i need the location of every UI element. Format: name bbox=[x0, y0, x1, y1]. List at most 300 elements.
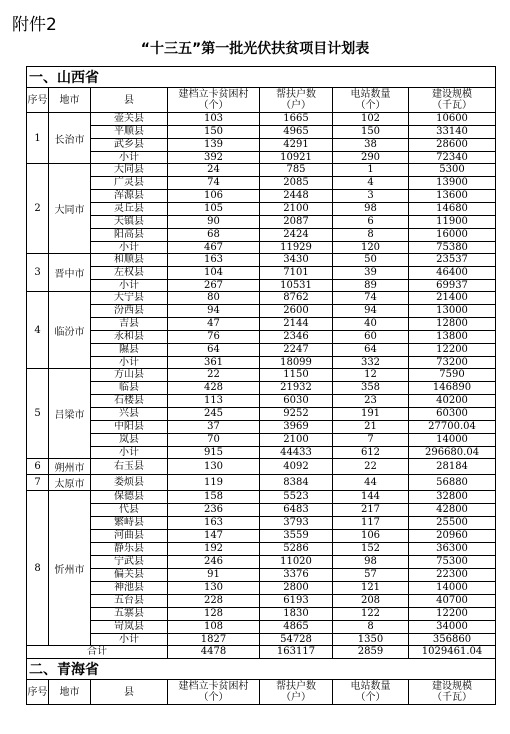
poor-villages-cell: 80 bbox=[168, 292, 260, 305]
capacity-cell: 25500 bbox=[409, 517, 496, 530]
households-cell: 10531 bbox=[260, 280, 333, 292]
table-row bbox=[27, 254, 496, 267]
capacity-cell: 5300 bbox=[409, 164, 496, 177]
households-cell: 6030 bbox=[260, 395, 333, 408]
sequence-cell: 6 bbox=[27, 459, 49, 475]
capacity-cell: 14680 bbox=[409, 203, 496, 216]
capacity-cell: 10600 bbox=[409, 113, 496, 126]
poor-villages-cell: 428 bbox=[168, 382, 260, 395]
stations-cell: 38 bbox=[333, 139, 409, 152]
column-header bbox=[91, 680, 168, 705]
stations-cell: 89 bbox=[333, 280, 409, 292]
column-header-line: （个） bbox=[198, 692, 229, 703]
stations-cell: 98 bbox=[333, 556, 409, 569]
poor-villages-cell: 130 bbox=[168, 459, 260, 475]
subtotal-row bbox=[27, 280, 496, 292]
capacity-cell: 296680.04 bbox=[409, 447, 496, 459]
county-cell: 五寨县 bbox=[91, 608, 168, 621]
poor-villages-cell: 76 bbox=[168, 331, 260, 344]
county-cell: 平顺县 bbox=[91, 126, 168, 139]
column-header bbox=[409, 680, 496, 705]
capacity-cell: 42800 bbox=[409, 504, 496, 517]
column-header-line: 电站数量 bbox=[350, 89, 391, 100]
poor-villages-cell: 106 bbox=[168, 190, 260, 203]
capacity-cell: 12800 bbox=[409, 318, 496, 331]
poor-villages-cell: 246 bbox=[168, 556, 260, 569]
county-cell: 静乐县 bbox=[91, 543, 168, 556]
capacity-cell: 7590 bbox=[409, 369, 496, 382]
stations-cell: 102 bbox=[333, 113, 409, 126]
capacity-cell: 13600 bbox=[409, 190, 496, 203]
county-cell: 宁武县 bbox=[91, 556, 168, 569]
county-cell: 娄烦县 bbox=[91, 475, 168, 491]
table-row bbox=[27, 434, 496, 447]
total-value: 2859 bbox=[333, 646, 409, 659]
stations-cell: 50 bbox=[333, 254, 409, 267]
stations-cell: 64 bbox=[333, 344, 409, 357]
table-row bbox=[27, 382, 496, 395]
county-cell: 天镇县 bbox=[91, 216, 168, 229]
capacity-cell: 75380 bbox=[409, 242, 496, 254]
sequence-cell: 5 bbox=[27, 369, 49, 459]
households-cell: 2346 bbox=[260, 331, 333, 344]
capacity-cell: 356860 bbox=[409, 634, 496, 646]
stations-cell: 44 bbox=[333, 475, 409, 491]
column-header-line: 帮扶户数 bbox=[276, 89, 316, 100]
stations-cell: 22 bbox=[333, 459, 409, 475]
county-cell: 小计 bbox=[91, 152, 168, 164]
households-cell: 2600 bbox=[260, 305, 333, 318]
poor-villages-cell: 245 bbox=[168, 408, 260, 421]
poor-villages-cell: 24 bbox=[168, 164, 260, 177]
stations-cell: 39 bbox=[333, 267, 409, 280]
sequence-cell: 4 bbox=[27, 292, 49, 369]
county-cell: 广灵县 bbox=[91, 177, 168, 190]
table-row bbox=[27, 504, 496, 517]
households-cell: 1665 bbox=[260, 113, 333, 126]
poor-villages-cell: 1827 bbox=[168, 634, 260, 646]
stations-cell: 152 bbox=[333, 543, 409, 556]
capacity-cell: 14000 bbox=[409, 434, 496, 447]
county-cell: 大宁县 bbox=[91, 292, 168, 305]
column-header-line: （个） bbox=[355, 692, 386, 703]
county-cell: 方山县 bbox=[91, 369, 168, 382]
households-cell: 2144 bbox=[260, 318, 333, 331]
section-heading-row bbox=[27, 659, 496, 680]
capacity-cell: 28184 bbox=[409, 459, 496, 475]
county-cell: 岚县 bbox=[91, 434, 168, 447]
stations-cell: 191 bbox=[333, 408, 409, 421]
column-header-line: （千瓦） bbox=[432, 100, 473, 111]
county-cell: 临县 bbox=[91, 382, 168, 395]
table-row bbox=[27, 318, 496, 331]
column-header-line: 序号 bbox=[27, 686, 48, 698]
poor-villages-cell: 192 bbox=[168, 543, 260, 556]
stations-cell: 120 bbox=[333, 242, 409, 254]
capacity-cell: 21400 bbox=[409, 292, 496, 305]
poor-villages-cell: 47 bbox=[168, 318, 260, 331]
capacity-cell: 146890 bbox=[409, 382, 496, 395]
capacity-cell: 33140 bbox=[409, 126, 496, 139]
county-cell: 浑源县 bbox=[91, 190, 168, 203]
poor-villages-cell: 130 bbox=[168, 582, 260, 595]
capacity-cell: 34000 bbox=[409, 621, 496, 634]
poor-villages-cell: 108 bbox=[168, 621, 260, 634]
table-row bbox=[27, 421, 496, 434]
county-cell: 石楼县 bbox=[91, 395, 168, 408]
county-cell: 偏关县 bbox=[91, 569, 168, 582]
sequence-cell: 3 bbox=[27, 254, 49, 292]
county-cell: 小计 bbox=[91, 242, 168, 254]
table-row bbox=[27, 229, 496, 242]
table-row bbox=[27, 139, 496, 152]
households-cell: 3793 bbox=[260, 517, 333, 530]
county-cell: 小计 bbox=[91, 447, 168, 459]
county-cell: 岢岚县 bbox=[91, 621, 168, 634]
poor-villages-cell: 74 bbox=[168, 177, 260, 190]
capacity-cell: 73200 bbox=[409, 357, 496, 369]
households-cell: 785 bbox=[260, 164, 333, 177]
capacity-cell: 27700.04 bbox=[409, 421, 496, 434]
table-row bbox=[27, 556, 496, 569]
city-cell: 忻州市 bbox=[49, 491, 91, 646]
stations-cell: 122 bbox=[333, 608, 409, 621]
poor-villages-cell: 139 bbox=[168, 139, 260, 152]
poor-villages-cell: 361 bbox=[168, 357, 260, 369]
poor-villages-cell: 228 bbox=[168, 595, 260, 608]
subtotal-row bbox=[27, 634, 496, 646]
poor-villages-cell: 163 bbox=[168, 517, 260, 530]
county-cell: 右玉县 bbox=[91, 459, 168, 475]
county-cell: 小计 bbox=[91, 280, 168, 292]
poor-villages-cell: 467 bbox=[168, 242, 260, 254]
households-cell: 10921 bbox=[260, 152, 333, 164]
section-heading: 二、青海省 bbox=[27, 659, 496, 680]
county-cell: 繁峙县 bbox=[91, 517, 168, 530]
table-row bbox=[27, 530, 496, 543]
column-header-line: 县 bbox=[124, 94, 134, 106]
project-plan-table bbox=[26, 66, 496, 705]
households-cell: 2087 bbox=[260, 216, 333, 229]
stations-cell: 6 bbox=[333, 216, 409, 229]
poor-villages-cell: 64 bbox=[168, 344, 260, 357]
city-cell: 晋中市 bbox=[49, 254, 91, 292]
table-row bbox=[27, 190, 496, 203]
county-cell: 神池县 bbox=[91, 582, 168, 595]
households-cell: 9252 bbox=[260, 408, 333, 421]
stations-cell: 121 bbox=[333, 582, 409, 595]
households-cell: 3969 bbox=[260, 421, 333, 434]
county-cell: 代县 bbox=[91, 504, 168, 517]
households-cell: 21932 bbox=[260, 382, 333, 395]
stations-cell: 117 bbox=[333, 517, 409, 530]
county-cell: 永和县 bbox=[91, 331, 168, 344]
table-row bbox=[27, 267, 496, 280]
section-heading-row bbox=[27, 67, 496, 88]
table-row bbox=[27, 395, 496, 408]
poor-villages-cell: 91 bbox=[168, 569, 260, 582]
capacity-cell: 36300 bbox=[409, 543, 496, 556]
table-row bbox=[27, 331, 496, 344]
stations-cell: 106 bbox=[333, 530, 409, 543]
table-row bbox=[27, 344, 496, 357]
table-row bbox=[27, 408, 496, 421]
households-cell: 54728 bbox=[260, 634, 333, 646]
table-row bbox=[27, 595, 496, 608]
households-cell: 2800 bbox=[260, 582, 333, 595]
stations-cell: 7 bbox=[333, 434, 409, 447]
county-cell: 武乡县 bbox=[91, 139, 168, 152]
households-cell: 6483 bbox=[260, 504, 333, 517]
capacity-cell: 20960 bbox=[409, 530, 496, 543]
column-header-line: （户） bbox=[281, 100, 311, 111]
poor-villages-cell: 104 bbox=[168, 267, 260, 280]
county-cell: 灵丘县 bbox=[91, 203, 168, 216]
capacity-cell: 12200 bbox=[409, 608, 496, 621]
households-cell: 2100 bbox=[260, 203, 333, 216]
households-cell: 1830 bbox=[260, 608, 333, 621]
households-cell: 44433 bbox=[260, 447, 333, 459]
city-cell: 吕梁市 bbox=[49, 369, 91, 459]
column-header-line: 电站数量 bbox=[350, 681, 391, 692]
poor-villages-cell: 163 bbox=[168, 254, 260, 267]
column-header bbox=[168, 680, 260, 705]
capacity-cell: 23537 bbox=[409, 254, 496, 267]
column-header-line: （个） bbox=[355, 100, 386, 111]
table-row bbox=[27, 203, 496, 216]
total-row bbox=[27, 646, 496, 659]
total-label: 合计 bbox=[27, 646, 168, 659]
households-cell: 2100 bbox=[260, 434, 333, 447]
sequence-cell: 1 bbox=[27, 113, 49, 164]
city-cell: 太原市 bbox=[49, 475, 91, 491]
column-header-line: 建档立卡贫困村 bbox=[178, 681, 249, 692]
column-header bbox=[49, 88, 91, 113]
county-cell: 小计 bbox=[91, 634, 168, 646]
households-cell: 6193 bbox=[260, 595, 333, 608]
poor-villages-cell: 70 bbox=[168, 434, 260, 447]
section-heading: 一、山西省 bbox=[27, 67, 496, 88]
column-header bbox=[49, 680, 91, 705]
total-value: 4478 bbox=[168, 646, 260, 659]
households-cell: 5286 bbox=[260, 543, 333, 556]
households-cell: 18099 bbox=[260, 357, 333, 369]
column-header-line: 县 bbox=[124, 686, 134, 698]
stations-cell: 1350 bbox=[333, 634, 409, 646]
column-header bbox=[27, 88, 49, 113]
county-cell: 中阳县 bbox=[91, 421, 168, 434]
poor-villages-cell: 128 bbox=[168, 608, 260, 621]
poor-villages-cell: 94 bbox=[168, 305, 260, 318]
column-header-line: （户） bbox=[281, 692, 311, 703]
capacity-cell: 69937 bbox=[409, 280, 496, 292]
households-cell: 8762 bbox=[260, 292, 333, 305]
poor-villages-cell: 22 bbox=[168, 369, 260, 382]
stations-cell: 40 bbox=[333, 318, 409, 331]
households-cell: 3559 bbox=[260, 530, 333, 543]
stations-cell: 358 bbox=[333, 382, 409, 395]
table-row bbox=[27, 459, 496, 475]
column-header-line: 建档立卡贫困村 bbox=[178, 89, 249, 100]
capacity-cell: 16000 bbox=[409, 229, 496, 242]
households-cell: 2085 bbox=[260, 177, 333, 190]
stations-cell: 217 bbox=[333, 504, 409, 517]
sequence-cell: 8 bbox=[27, 491, 49, 646]
column-header-line: 地市 bbox=[59, 686, 80, 698]
capacity-cell: 11900 bbox=[409, 216, 496, 229]
households-cell: 8384 bbox=[260, 475, 333, 491]
poor-villages-cell: 119 bbox=[168, 475, 260, 491]
column-header bbox=[333, 680, 409, 705]
stations-cell: 57 bbox=[333, 569, 409, 582]
column-header bbox=[168, 88, 260, 113]
table-row bbox=[27, 305, 496, 318]
table-row bbox=[27, 126, 496, 139]
sequence-cell: 2 bbox=[27, 164, 49, 254]
poor-villages-cell: 147 bbox=[168, 530, 260, 543]
capacity-cell: 14000 bbox=[409, 582, 496, 595]
table-row bbox=[27, 517, 496, 530]
poor-villages-cell: 103 bbox=[168, 113, 260, 126]
capacity-cell: 60300 bbox=[409, 408, 496, 421]
stations-cell: 1 bbox=[333, 164, 409, 177]
table-header-row bbox=[27, 680, 496, 705]
table-row bbox=[27, 569, 496, 582]
stations-cell: 60 bbox=[333, 331, 409, 344]
column-header bbox=[260, 680, 333, 705]
county-cell: 吉县 bbox=[91, 318, 168, 331]
column-header-line: 序号 bbox=[27, 94, 48, 106]
households-cell: 4865 bbox=[260, 621, 333, 634]
subtotal-row bbox=[27, 242, 496, 254]
county-cell: 隰县 bbox=[91, 344, 168, 357]
county-cell: 左权县 bbox=[91, 267, 168, 280]
poor-villages-cell: 37 bbox=[168, 421, 260, 434]
stations-cell: 23 bbox=[333, 395, 409, 408]
poor-villages-cell: 236 bbox=[168, 504, 260, 517]
table-row bbox=[27, 543, 496, 556]
poor-villages-cell: 105 bbox=[168, 203, 260, 216]
table-row bbox=[27, 177, 496, 190]
capacity-cell: 40700 bbox=[409, 595, 496, 608]
households-cell: 11020 bbox=[260, 556, 333, 569]
stations-cell: 3 bbox=[333, 190, 409, 203]
county-cell: 兴县 bbox=[91, 408, 168, 421]
county-cell: 保德县 bbox=[91, 491, 168, 504]
stations-cell: 332 bbox=[333, 357, 409, 369]
total-value: 163117 bbox=[260, 646, 333, 659]
households-cell: 2247 bbox=[260, 344, 333, 357]
column-header-line: 建设规模 bbox=[432, 89, 473, 100]
poor-villages-cell: 915 bbox=[168, 447, 260, 459]
column-header bbox=[409, 88, 496, 113]
households-cell: 3430 bbox=[260, 254, 333, 267]
table-row bbox=[27, 164, 496, 177]
column-header bbox=[91, 88, 168, 113]
capacity-cell: 12200 bbox=[409, 344, 496, 357]
city-cell: 临汾市 bbox=[49, 292, 91, 369]
stations-cell: 94 bbox=[333, 305, 409, 318]
county-cell: 阳高县 bbox=[91, 229, 168, 242]
county-cell: 汾西县 bbox=[91, 305, 168, 318]
households-cell: 3376 bbox=[260, 569, 333, 582]
sequence-cell: 7 bbox=[27, 475, 49, 491]
table-row bbox=[27, 292, 496, 305]
capacity-cell: 22300 bbox=[409, 569, 496, 582]
table-row bbox=[27, 621, 496, 634]
capacity-cell: 40200 bbox=[409, 395, 496, 408]
capacity-cell: 13800 bbox=[409, 331, 496, 344]
county-cell: 和顺县 bbox=[91, 254, 168, 267]
table-row bbox=[27, 491, 496, 504]
total-value: 1029461.04 bbox=[409, 646, 496, 659]
table-row bbox=[27, 582, 496, 595]
stations-cell: 612 bbox=[333, 447, 409, 459]
city-cell: 大同市 bbox=[49, 164, 91, 254]
households-cell: 4092 bbox=[260, 459, 333, 475]
stations-cell: 12 bbox=[333, 369, 409, 382]
stations-cell: 8 bbox=[333, 621, 409, 634]
stations-cell: 4 bbox=[333, 177, 409, 190]
poor-villages-cell: 392 bbox=[168, 152, 260, 164]
column-header-line: 建设规模 bbox=[432, 681, 473, 692]
stations-cell: 208 bbox=[333, 595, 409, 608]
stations-cell: 21 bbox=[333, 421, 409, 434]
households-cell: 4291 bbox=[260, 139, 333, 152]
capacity-cell: 56880 bbox=[409, 475, 496, 491]
poor-villages-cell: 267 bbox=[168, 280, 260, 292]
column-header bbox=[333, 88, 409, 113]
county-cell: 大同县 bbox=[91, 164, 168, 177]
capacity-cell: 32800 bbox=[409, 491, 496, 504]
stations-cell: 98 bbox=[333, 203, 409, 216]
poor-villages-cell: 158 bbox=[168, 491, 260, 504]
capacity-cell: 13000 bbox=[409, 305, 496, 318]
poor-villages-cell: 90 bbox=[168, 216, 260, 229]
county-cell: 小计 bbox=[91, 357, 168, 369]
table-row bbox=[27, 216, 496, 229]
attachment-label: 附件2 bbox=[12, 15, 57, 35]
stations-cell: 74 bbox=[333, 292, 409, 305]
table-row bbox=[27, 113, 496, 126]
subtotal-row bbox=[27, 357, 496, 369]
households-cell: 5523 bbox=[260, 491, 333, 504]
column-header-line: （个） bbox=[198, 100, 229, 111]
county-cell: 壶关县 bbox=[91, 113, 168, 126]
capacity-cell: 72340 bbox=[409, 152, 496, 164]
households-cell: 1150 bbox=[260, 369, 333, 382]
column-header bbox=[260, 88, 333, 113]
households-cell: 2448 bbox=[260, 190, 333, 203]
table-row bbox=[27, 608, 496, 621]
subtotal-row bbox=[27, 447, 496, 459]
capacity-cell: 13900 bbox=[409, 177, 496, 190]
capacity-cell: 46400 bbox=[409, 267, 496, 280]
subtotal-row bbox=[27, 152, 496, 164]
households-cell: 4965 bbox=[260, 126, 333, 139]
poor-villages-cell: 113 bbox=[168, 395, 260, 408]
households-cell: 2424 bbox=[260, 229, 333, 242]
poor-villages-cell: 150 bbox=[168, 126, 260, 139]
households-cell: 7101 bbox=[260, 267, 333, 280]
capacity-cell: 28600 bbox=[409, 139, 496, 152]
poor-villages-cell: 68 bbox=[168, 229, 260, 242]
document-title: “十三五”第一批光伏扶贫项目计划表 bbox=[140, 41, 370, 57]
stations-cell: 144 bbox=[333, 491, 409, 504]
column-header-line: 帮扶户数 bbox=[276, 681, 316, 692]
column-header-line: （千瓦） bbox=[432, 692, 473, 703]
column-header bbox=[27, 680, 49, 705]
